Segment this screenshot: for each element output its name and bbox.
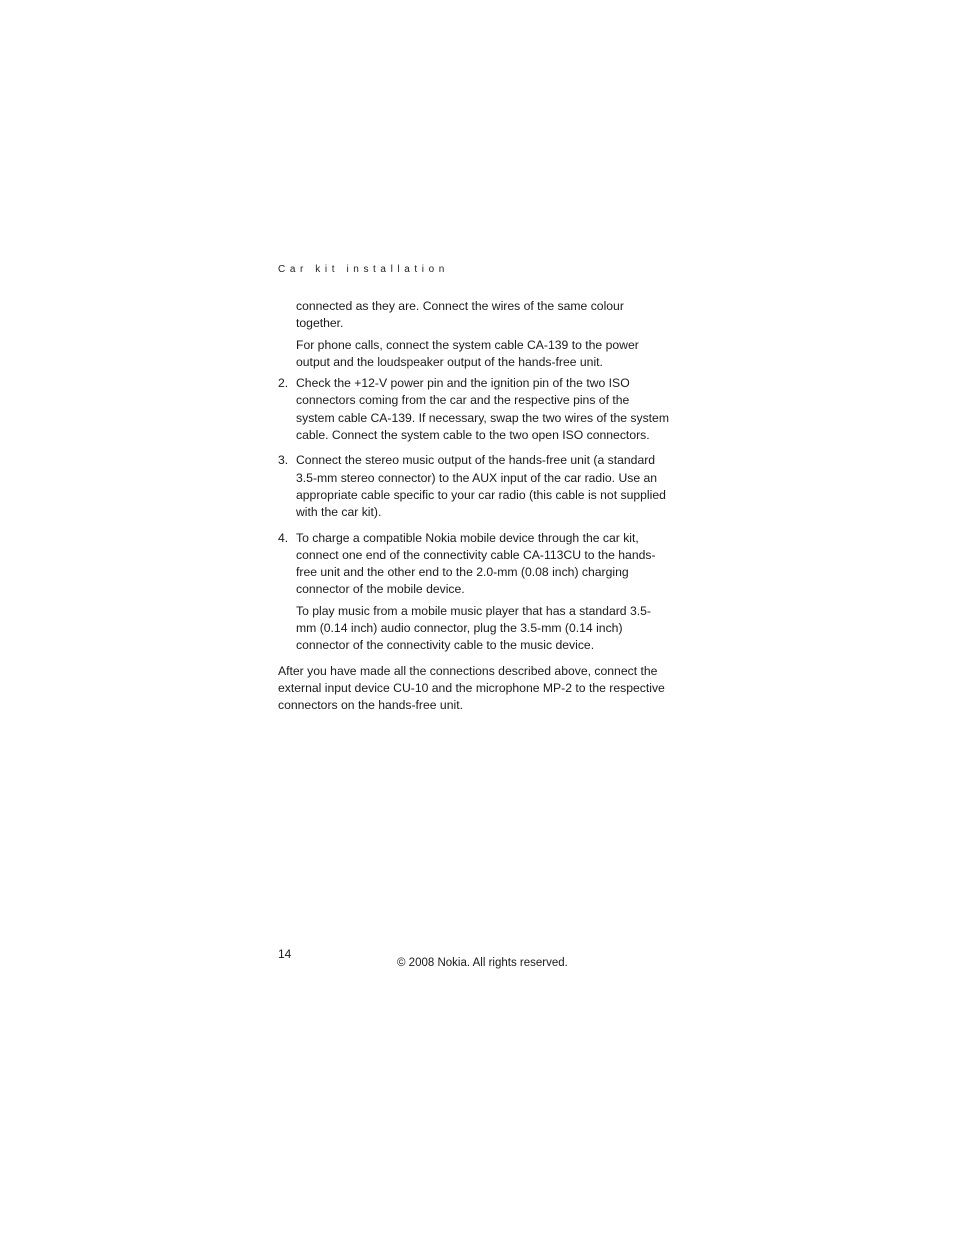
- step-body: [296, 530, 670, 659]
- step-3: [278, 452, 670, 525]
- step-paragraph: Connect the stereo music output of the hands-free unit (a standard 3.5-mm stereo connector) to the AUX input of the car radio. Use an appropriate cable specific to your car radio (this cable is not supplied with the car kit).: [296, 453, 666, 520]
- page-number: 14: [278, 947, 292, 961]
- closing-paragraph: After you have made all the connections described above, connect the external input device CU-10 and the microphone MP-2 to the respective connectors on the hands-free unit.: [278, 663, 665, 713]
- step-number: 2.: [278, 376, 289, 391]
- step-4: [278, 530, 670, 659]
- page-body: [278, 298, 670, 719]
- copyright-notice: © 2008 Nokia. All rights reserved.: [397, 957, 568, 969]
- step-number: 4.: [278, 530, 289, 545]
- continuation-paragraph: connected as they are. Connect the wires of the same colour together.: [296, 299, 624, 331]
- step-body: [296, 375, 670, 448]
- step-number: 3.: [278, 453, 289, 468]
- step-paragraph: Check the +12-V power pin and the ignition pin of the two ISO connectors coming from the car and the respective pins of the system cable CA-139. If necessary, swap the two wires of the system cable. Connect the system cable to the two open ISO connectors.: [296, 376, 669, 443]
- step-body: [296, 452, 670, 525]
- running-header: Car kit installation: [278, 264, 449, 275]
- step-2: [278, 375, 670, 448]
- step-paragraph: To charge a compatible Nokia mobile device through the car kit, connect one end of the connectivity cable CA-113CU to the hands-free unit and the other end to the 2.0-mm (0.08 inch) charging connector of the mobile device.: [296, 530, 656, 597]
- phone-calls-paragraph: For phone calls, connect the system cable CA-139 to the power output and the loudspeaker output of the hands-free unit.: [296, 337, 639, 369]
- step-paragraph: To play music from a mobile music player that has a standard 3.5-mm (0.14 inch) audio connector, plug the 3.5-mm (0.14 inch) connector of the connectivity cable to the music device.: [296, 603, 651, 653]
